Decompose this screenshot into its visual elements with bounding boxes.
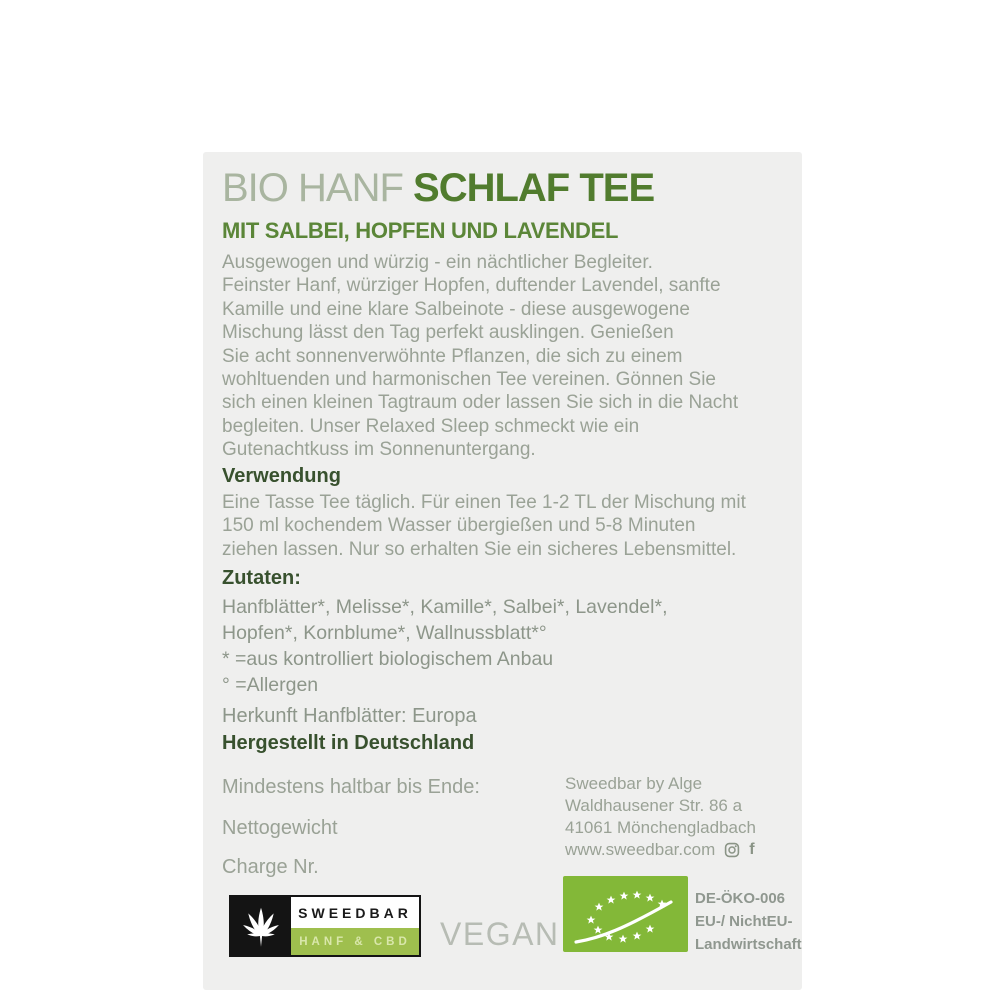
hemp-leaf-icon bbox=[235, 897, 287, 956]
product-subtitle: MIT SALBEI, HOPFEN UND LAVENDEL bbox=[222, 218, 619, 243]
description-line: Ausgewogen und würzig - ein nächtlicher Begleiter. bbox=[222, 252, 653, 273]
usage-text bbox=[222, 491, 746, 561]
usage-heading: Verwendung bbox=[222, 465, 341, 487]
facebook-icon: f bbox=[749, 841, 755, 858]
best-before-label: Mindestens haltbar bis Ende: bbox=[222, 776, 480, 798]
allergen-footnote: ° =Allergen bbox=[222, 674, 319, 696]
organic-footnote: * =aus kontrolliert biologischem Anbau bbox=[222, 648, 554, 670]
product-label-card bbox=[203, 152, 802, 990]
description-line: sich einen kleinen Tagtraum oder lassen Sie sich in die Nacht bbox=[222, 392, 739, 414]
net-weight-label: Nettogewicht bbox=[222, 817, 338, 839]
made-in-text: Hergestellt in Deutschland bbox=[222, 732, 475, 754]
ingredients-text bbox=[222, 594, 667, 698]
product-title bbox=[222, 166, 654, 211]
organic-cert-line: DE-ÖKO-006 bbox=[695, 890, 786, 907]
origin-text: Herkunft Hanfblätter: Europa bbox=[222, 705, 477, 727]
batch-number-label: Charge Nr. bbox=[222, 856, 319, 878]
brand-tagline: HANF & CBD bbox=[291, 928, 419, 955]
organic-cert-line: EU-/ NichtEU- bbox=[695, 913, 793, 931]
usage-line: Eine Tasse Tee täglich. Für einen Tee 1-2 TL der Mischung mit bbox=[222, 492, 746, 513]
ingredients-heading: Zutaten: bbox=[222, 567, 301, 589]
website-url: www.sweedbar.com bbox=[565, 840, 716, 859]
brand-logo bbox=[229, 895, 421, 957]
usage-line: ziehen lassen. Nur so erhalten Sie ein sicheres Lebensmittel. bbox=[222, 538, 737, 560]
address-line: Waldhausener Str. 86 a bbox=[565, 796, 743, 815]
brand-name: SWEEDBAR bbox=[291, 897, 419, 928]
organic-certification-text bbox=[695, 887, 802, 957]
instagram-icon bbox=[724, 842, 740, 858]
description-line: Sie acht sonnenverwöhnte Pflanzen, die sich zu einem bbox=[222, 345, 683, 367]
manufacturer-address bbox=[565, 773, 756, 861]
eu-organic-leaf-icon bbox=[563, 876, 688, 952]
ingredients-line: Hopfen*, Kornblume*, Wallnussblatt*° bbox=[222, 622, 547, 644]
vegan-label: VEGAN bbox=[440, 916, 560, 952]
usage-line: 150 ml kochendem Wasser übergießen und 5-8 Minuten bbox=[222, 515, 696, 537]
description-line: Kamille und eine klare Salbeinote - diese ausgewogene bbox=[222, 298, 690, 320]
description-line: wohltuenden und harmonischen Tee vereinen. Gönnen Sie bbox=[222, 369, 716, 391]
product-description bbox=[222, 251, 738, 462]
address-line: 41061 Mönchengladbach bbox=[565, 818, 756, 837]
address-line: Sweedbar by Alge bbox=[565, 774, 703, 793]
ingredients-line: Hanfblätter*, Melisse*, Kamille*, Salbei*, Lavendel*, bbox=[222, 596, 668, 618]
organic-cert-line: Landwirtschaft bbox=[695, 936, 802, 954]
product-title-main: SCHLAF TEE bbox=[413, 166, 655, 210]
description-line: Mischung lässt den Tag perfekt ausklingen. Genießen bbox=[222, 322, 674, 344]
description-line: begleiten. Unser Relaxed Sleep schmeckt wie ein bbox=[222, 415, 640, 437]
brand-logo-leaf-box bbox=[231, 897, 291, 955]
description-line: Feinster Hanf, würziger Hopfen, duftender Lavendel, sanfte bbox=[222, 275, 721, 297]
product-title-prefix: BIO HANF bbox=[222, 166, 403, 210]
description-line: Gutenachtkuss im Sonnenuntergang. bbox=[222, 439, 536, 461]
